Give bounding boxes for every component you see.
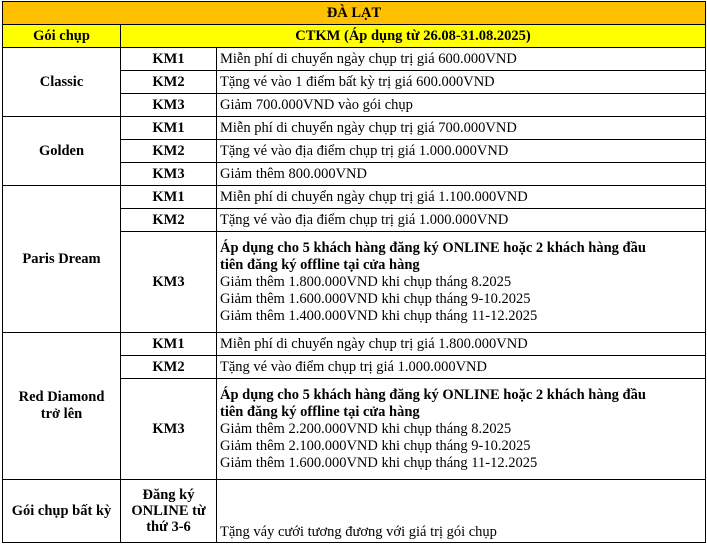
- promo-text: [217, 232, 706, 333]
- package-name: Gói chụp bất kỳ: [3, 480, 121, 543]
- table-row: [3, 186, 706, 209]
- condition-line: Đăng ký: [142, 487, 195, 503]
- promo-condition-line: tiên đăng ký offline tại cửa hàng: [220, 256, 420, 273]
- package-name: Classic: [3, 48, 121, 117]
- package-name: Paris Dream: [3, 186, 121, 333]
- promo-code: KM3: [121, 163, 217, 186]
- condition-line: thứ 3-6: [146, 519, 191, 535]
- promo-condition-line: Áp dụng cho 5 khách hàng đăng ký ONLINE hoặc 2 khách hàng đầu: [220, 386, 646, 403]
- promo-code: KM1: [121, 117, 217, 140]
- promo-text: Giảm 700.000VND vào gói chụp: [217, 94, 706, 117]
- promo-code: KM1: [121, 186, 217, 209]
- promo-detail-line: Giảm thêm 1.600.000VND khi chụp tháng 11-12.2025: [220, 454, 538, 471]
- header-package: Gói chụp: [3, 25, 121, 48]
- header-promotion: CTKM (Áp dụng từ 26.08-31.08.2025): [121, 25, 706, 48]
- promo-text: Tặng vé vào 1 điểm bất kỳ trị giá 600.000VND: [217, 71, 706, 94]
- title-row: [3, 2, 706, 25]
- promo-text: Miễn phí di chuyển ngày chụp trị giá 1.100.000VND: [217, 186, 706, 209]
- promo-detail-line: Giảm thêm 1.600.000VND khi chụp tháng 9-10.2025: [220, 290, 531, 307]
- promo-text: [217, 379, 706, 480]
- promo-table: [2, 1, 706, 543]
- promo-text: Miễn phí di chuyển ngày chụp trị giá 700.000VND: [217, 117, 706, 140]
- promo-text: Tặng vé vào địa điểm chụp trị giá 1.000.000VND: [217, 209, 706, 232]
- promo-code: KM2: [121, 356, 217, 379]
- promo-code: KM3: [121, 379, 217, 480]
- promo-code: KM3: [121, 94, 217, 117]
- package-name: Golden: [3, 117, 121, 186]
- table-row: [3, 48, 706, 71]
- header-row: [3, 25, 706, 48]
- promo-text: Miễn phí di chuyển ngày chụp trị giá 1.800.000VND: [217, 333, 706, 356]
- promo-detail-line: Giảm thêm 2.200.000VND khi chụp tháng 8.2025: [220, 420, 512, 437]
- promo-detail-line: Giảm thêm 1.800.000VND khi chụp tháng 8.2025: [220, 273, 512, 290]
- promo-code: KM1: [121, 333, 217, 356]
- promo-text: Tặng vé vào địa điểm chụp trị giá 1.000.000VND: [217, 140, 706, 163]
- promo-text: Tặng váy cưới tương đương với giá trị gói chụp: [217, 480, 706, 543]
- promo-code: KM2: [121, 71, 217, 94]
- promo-text: Miễn phí di chuyển ngày chụp trị giá 600.000VND: [217, 48, 706, 71]
- promo-condition: [121, 480, 217, 543]
- promo-condition-line: tiên đăng ký offline tại cửa hàng: [220, 403, 420, 420]
- package-name: [3, 333, 121, 480]
- promo-code: KM1: [121, 48, 217, 71]
- promo-code: KM2: [121, 209, 217, 232]
- promo-detail-line: Giảm thêm 2.100.000VND khi chụp tháng 9-10.2025: [220, 437, 531, 454]
- package-name-line: trở lên: [40, 406, 83, 422]
- table-row: [3, 480, 706, 543]
- table-title: ĐÀ LẠT: [3, 2, 706, 25]
- promo-code: KM3: [121, 232, 217, 333]
- table-row: [3, 117, 706, 140]
- promo-detail-line: Giảm thêm 1.400.000VND khi chụp tháng 11-12.2025: [220, 307, 538, 324]
- package-name-line: Red Diamond: [18, 389, 105, 405]
- promo-text: Tặng vé vào điểm chụp trị giá 1.000.000VND: [217, 356, 706, 379]
- promo-condition-line: Áp dụng cho 5 khách hàng đăng ký ONLINE hoặc 2 khách hàng đầu: [220, 239, 646, 256]
- table-row: [3, 333, 706, 356]
- promo-text: Giảm thêm 800.000VND: [217, 163, 706, 186]
- condition-line: ONLINE từ: [131, 503, 206, 519]
- promo-code: KM2: [121, 140, 217, 163]
